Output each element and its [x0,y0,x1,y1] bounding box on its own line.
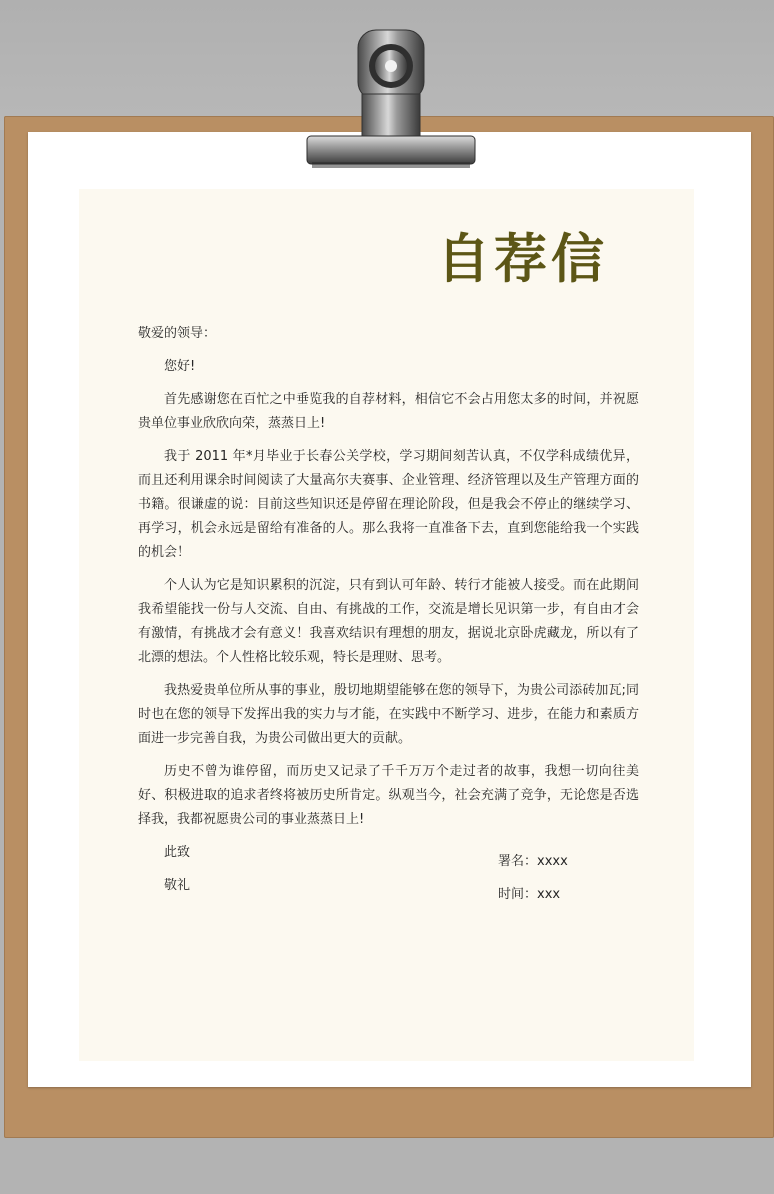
signature-name: 署名：xxxx [498,854,568,869]
closing-line-1: 此致 [164,845,191,860]
salutation: 敬爱的领导： [138,326,217,341]
greeting: 您好! [164,359,196,374]
closing-line-2: 敬礼 [164,878,191,893]
paragraph: 首先感谢您在百忙之中垂览我的自荐材料，相信它不会占用您太多的时间，并祝愿贵单位事业欣欣向荣，蒸蒸日上! [138,392,639,431]
binder-clip-icon [302,24,480,180]
signature-block [498,850,568,916]
page-title: 自荐信 [437,229,608,290]
letter-body [138,322,639,907]
signature-time: 时间：xxx [498,887,561,902]
paragraph: 我于 2011 年*月毕业于长春公关学校，学习期间刻苦认真，不仅学科成绩优异，而且还利用课余时间阅读了大量高尔夫赛事、企业管理、经济管理以及生产管理方面的书籍。很谦虚的说：目前这些知识还是停留在理论阶段，但是我会不停止的继续学习、再学习，机会永远是留给有准备的人。那么我将一直准备下去，直到您能给我一个实践的机会！ [138,449,639,560]
paragraph: 个人认为它是知识累积的沉淀，只有到认可年龄、转行才能被人接受。而在此期间我希望能找一份与人交流、自由、有挑战的工作，交流是增长见识第一步，有自由才会有激情，有挑战才会有意义！我喜欢结识有理想的朋友，据说北京卧虎藏龙，所以有了北漂的想法。个人性格比较乐观，特长是理财、思考。 [138,578,639,665]
paragraph: 历史不曾为谁停留，而历史又记录了千千万万个走过者的故事，我想一切向往美好、积极进取的追求者终将被历史所肯定。纵观当今，社会充满了竞争，无论您是否选择我，我都祝愿贵公司的事业蒸蒸日上! [138,764,639,827]
paragraph: 我热爱贵单位所从事的事业，殷切地期望能够在您的领导下，为贵公司添砖加瓦;同时也在您的领导下发挥出我的实力与才能，在实践中不断学习、进步，在能力和素质方面进一步完善自我，为贵公司做出更大的贡献。 [138,683,639,746]
